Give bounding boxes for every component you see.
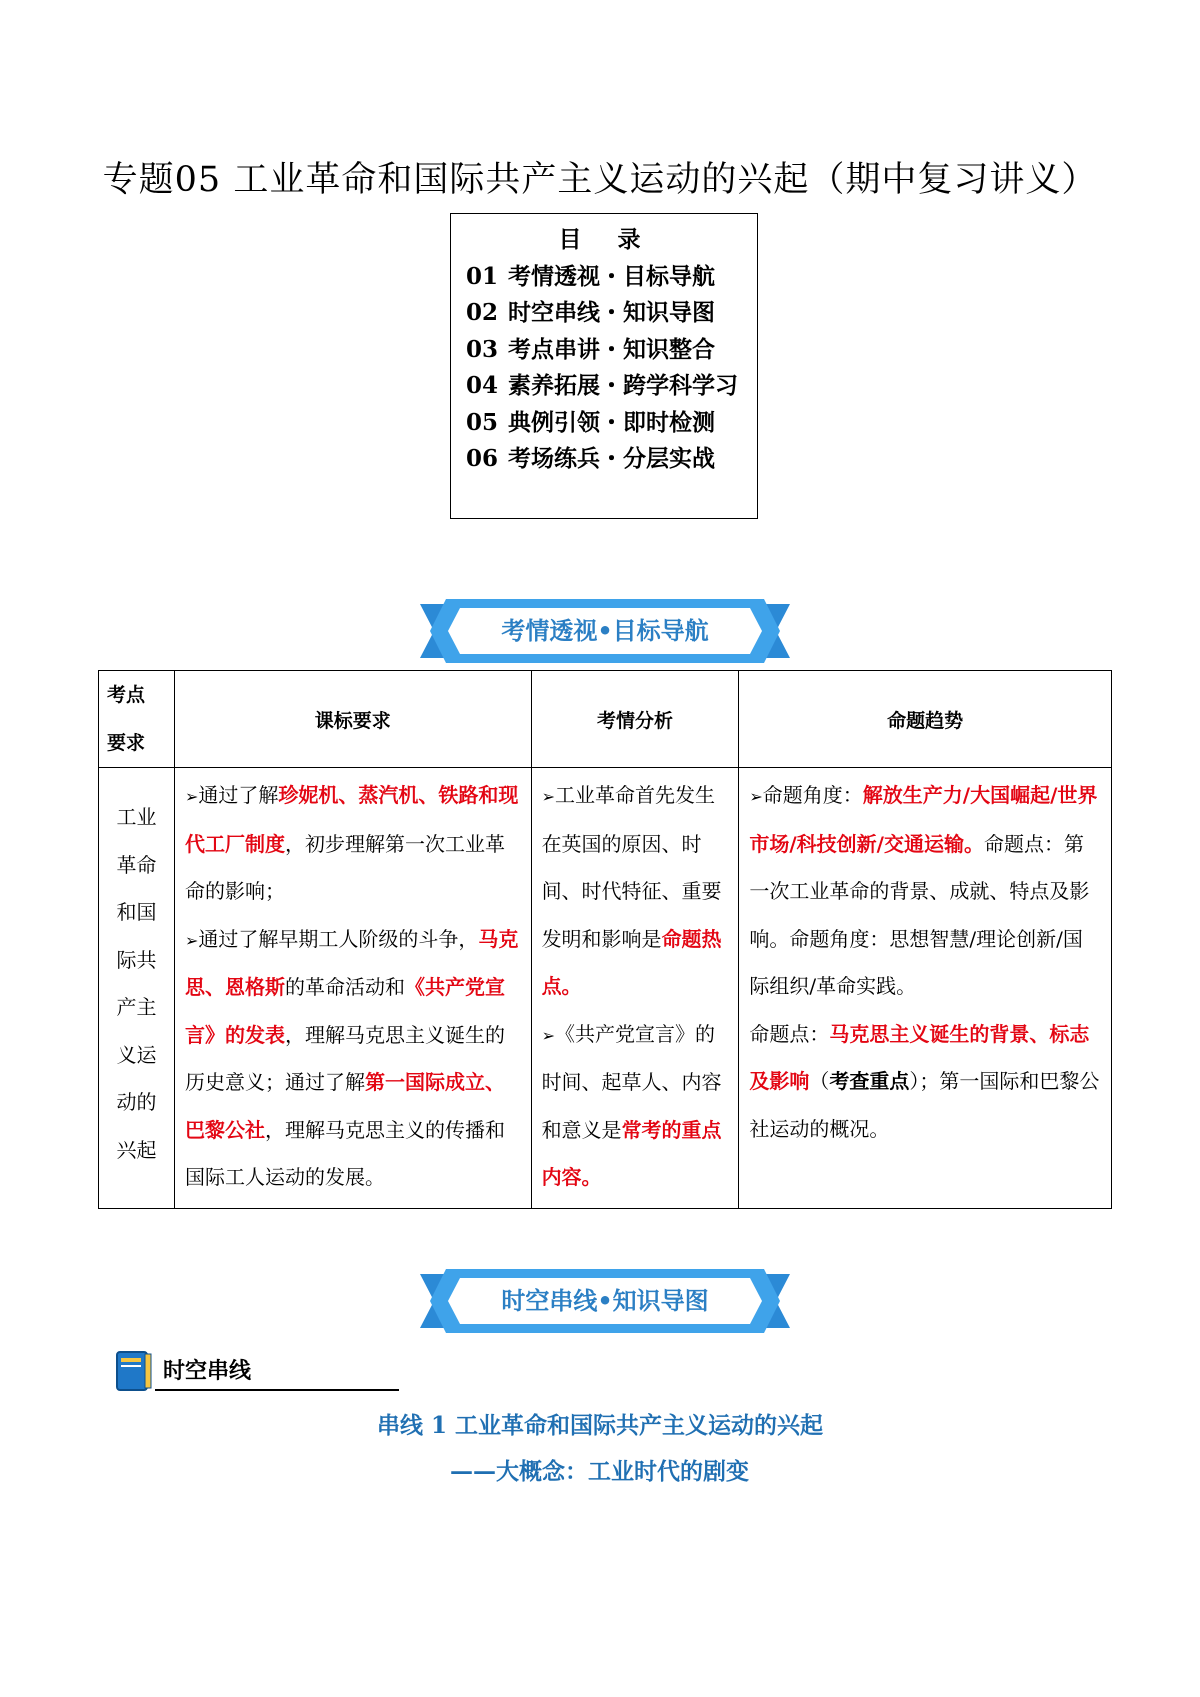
text-segment: ）；第一国际和巴黎公社运动的概况。 xyxy=(749,1069,1100,1141)
table-header-row xyxy=(99,671,1112,768)
paragraph xyxy=(542,1011,729,1202)
text-segment: 《共产党宣言》的时间、起草人、内容和意义是 xyxy=(541,1021,722,1142)
topic-text: 产主 xyxy=(116,995,157,1019)
emphasis-text: 解放生产力/大国崛起/世界市场/科技创新/交通运输。 xyxy=(749,783,1098,856)
table-of-contents xyxy=(450,213,758,519)
toc-item[interactable] xyxy=(466,259,747,296)
header-topic xyxy=(99,671,175,768)
header-topic-text: 考点 xyxy=(107,684,146,706)
section-heading-text: 时空串线 xyxy=(163,1359,252,1384)
trend-cell xyxy=(739,768,1112,1209)
text-segment: ，初步理解第一次工业革命的影响； xyxy=(184,831,505,903)
arrow-bullet-icon: ➢ xyxy=(541,1025,555,1045)
toc-heading: 目 录 xyxy=(558,226,655,253)
emphasis-text: 常考的重点内容。 xyxy=(541,1117,722,1189)
topic-cell xyxy=(99,768,175,1209)
toc-item-label: 素养拓展・跨学科学习 xyxy=(508,372,739,399)
emphasis-text: 珍妮机、蒸汽机、铁路和现代工厂制度 xyxy=(184,783,519,856)
banner-exam-overview xyxy=(420,596,790,666)
emphasis-text: 第一国际成立、巴黎公社 xyxy=(184,1070,505,1142)
toc-item[interactable] xyxy=(466,332,747,369)
paragraph xyxy=(185,916,521,1202)
text-segment: 的革命活动和 xyxy=(284,975,405,999)
arrow-bullet-icon: ➢ xyxy=(184,930,199,950)
table-row xyxy=(99,768,1112,1209)
text-segment: ，理解马克思主义的传播和国际工人运动的发展。 xyxy=(184,1117,505,1189)
toc-item-number: 04 xyxy=(466,372,499,399)
exam-requirements-table xyxy=(98,670,1112,1209)
banner-knowledge-map xyxy=(420,1266,790,1336)
header-analysis xyxy=(531,671,739,768)
section-heading-rule xyxy=(155,1389,399,1391)
topic-text: 工业 xyxy=(116,805,157,829)
toc-item[interactable] xyxy=(466,368,747,405)
toc-item-label: 考点串讲・知识整合 xyxy=(508,335,716,363)
analysis-cell xyxy=(531,768,739,1209)
text-segment: 命题角度： xyxy=(762,783,863,807)
topic-text: 际共 xyxy=(116,947,157,972)
toc-item-label: 时空串线・知识导图 xyxy=(508,299,716,326)
text-segment: 命题点：第一次工业革命的背景、成就、特点及影响。命题角度：思想智慧/理论创新/国际组织/革命实践。 xyxy=(749,831,1090,998)
book-icon xyxy=(115,1350,155,1392)
text-segment: 命题点： xyxy=(749,1021,830,1046)
text-segment: 工业革命首先发生在英国的原因、时间、时代特征、重要发明和影响是 xyxy=(541,783,722,951)
emphasis-text: 命题热点。 xyxy=(541,926,722,998)
toc-item-number: 05 xyxy=(466,408,499,436)
paragraph xyxy=(542,772,729,1011)
banner-label: 时空串线•知识导图 xyxy=(501,1287,709,1315)
topic-text: 动的 xyxy=(116,1090,157,1114)
toc-item-label: 考场练兵・分层实战 xyxy=(508,445,716,472)
toc-item-number: 03 xyxy=(466,335,499,363)
header-text: 考情分析 xyxy=(596,709,673,732)
banner-label: 考情透视•目标导航 xyxy=(501,617,709,645)
header-trend xyxy=(739,671,1112,768)
topic-text: 义运 xyxy=(116,1042,157,1067)
text-segment: （ xyxy=(809,1069,830,1093)
toc-item-number: 06 xyxy=(466,445,499,472)
emphasis-text: 马克思、恩格斯 xyxy=(184,926,519,999)
curriculum-cell xyxy=(174,768,531,1209)
topic-text: 和国 xyxy=(116,900,157,924)
toc-item[interactable] xyxy=(466,295,747,332)
toc-item-label: 考情透视・目标导航 xyxy=(508,262,716,290)
topic-text: 革命 xyxy=(116,852,157,877)
text-segment: ，理解马克思主义诞生的历史意义；通过了解 xyxy=(184,1022,505,1094)
emphasis-text: 《共产党宣言》的发表 xyxy=(184,975,505,1047)
text-segment: 考查重点 xyxy=(829,1069,910,1093)
toc-item-number: 01 xyxy=(466,262,499,290)
header-topic-text: 要求 xyxy=(107,732,146,754)
thread-title: 串线 1 工业革命和国际共产主义运动的兴起 xyxy=(376,1412,824,1439)
text-segment: 通过了解 xyxy=(198,783,279,807)
paragraph xyxy=(749,772,1101,1011)
toc-item-label: 典例引领・即时检测 xyxy=(508,408,716,436)
toc-item[interactable] xyxy=(466,441,747,478)
toc-item[interactable] xyxy=(466,405,747,442)
thread-subtitle: ——大概念：工业时代的剧变 xyxy=(450,1458,749,1485)
header-text: 命题趋势 xyxy=(887,709,964,732)
emphasis-text: 马克思主义诞生的背景、标志及影响 xyxy=(749,1021,1090,1093)
paragraph xyxy=(185,772,521,916)
topic-text: 兴起 xyxy=(116,1137,157,1162)
toc-item-number: 02 xyxy=(466,299,499,326)
header-curriculum xyxy=(174,671,531,768)
arrow-bullet-icon: ➢ xyxy=(184,787,199,806)
header-text: 课标要求 xyxy=(314,709,391,732)
paragraph xyxy=(749,1011,1101,1154)
arrow-bullet-icon: ➢ xyxy=(749,787,763,806)
text-segment: 通过了解早期工人阶级的斗争， xyxy=(198,926,479,951)
page-title: 专题05 工业革命和国际共产主义运动的兴起（期中复习讲义） xyxy=(102,160,1098,200)
arrow-bullet-icon: ➢ xyxy=(541,787,555,806)
